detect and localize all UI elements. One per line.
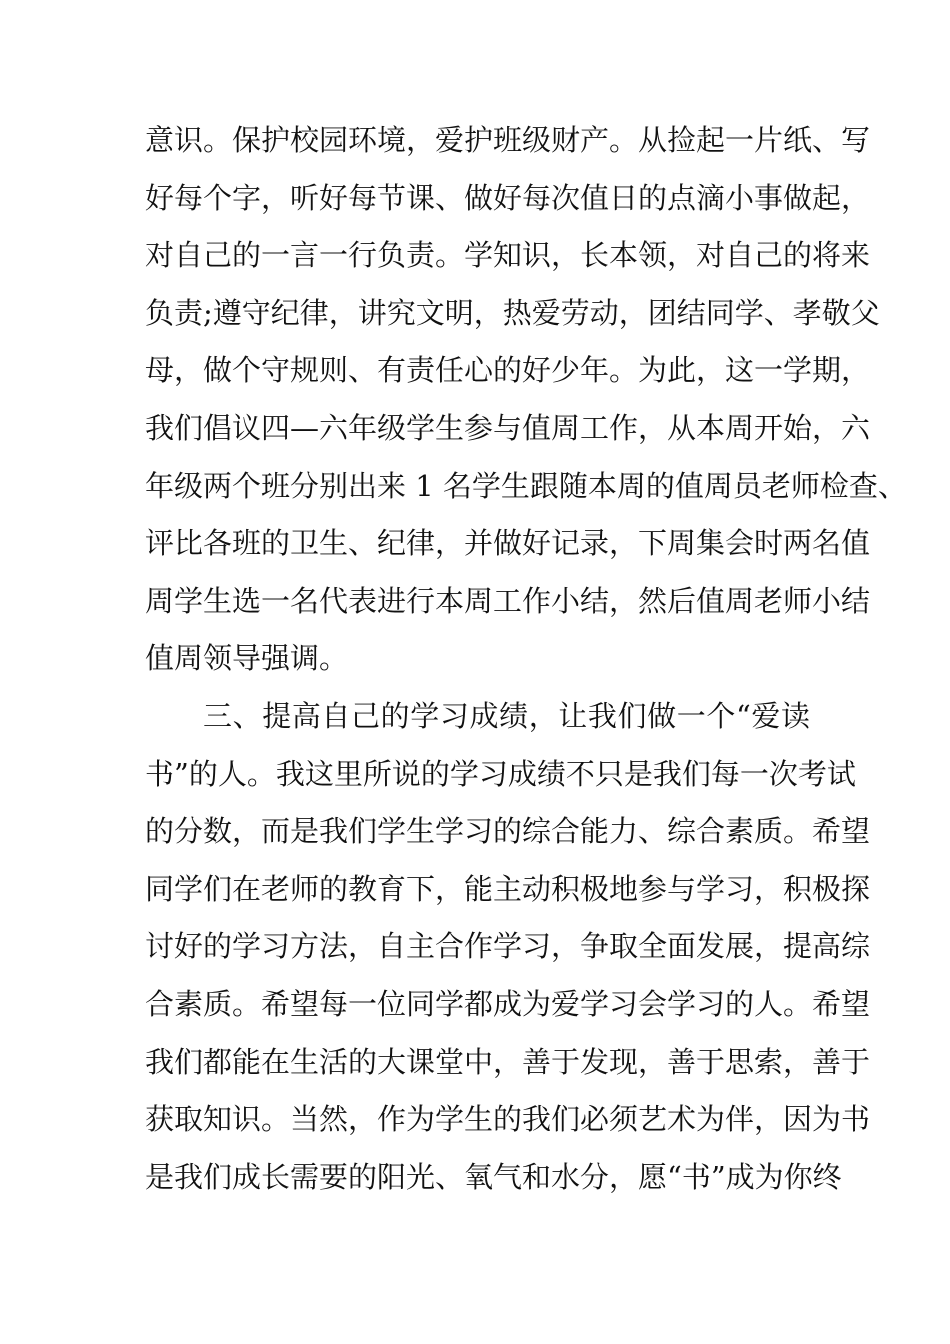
- text-line: 书”的人。我这里所说的学习成绩不只是我们每一次考试: [145, 756, 856, 791]
- text-line: 的分数，而是我们学生学习的综合能力、综合素质。希望: [145, 814, 871, 849]
- text-line: 同学们在老师的教育下，能主动积极地参与学习，积极探: [145, 871, 871, 906]
- text-line: 负责;遵守纪律，讲究文明，热爱劳动，团结同学、孝敬父: [145, 295, 880, 330]
- text-line: 三、提高自己的学习成绩，让我们做一个“爱读: [203, 698, 810, 733]
- text-line: 年级两个班分别出来 1 名学生跟随本周的值周员老师检查、: [145, 468, 907, 503]
- text-line: 我们都能在生活的大课堂中，善于发现，善于思索，善于: [145, 1044, 871, 1079]
- text-line: 评比各班的卫生、纪律，并做好记录，下周集会时两名值: [145, 526, 871, 561]
- text-line: 对自己的一言一行负责。学知识，长本领，对自己的将来: [145, 238, 871, 273]
- text-line: 母，做个守规则、有责任心的好少年。为此，这一学期，: [145, 353, 871, 388]
- text-line: 合素质。希望每一位同学都成为爱学习会学习的人。希望: [145, 986, 871, 1021]
- text-line: 是我们成长需要的阳光、氧气和水分，愿“书”成为你终: [145, 1159, 842, 1194]
- text-line: 意识。保护校园环境，爱护班级财产。从捡起一片纸、写: [145, 123, 871, 157]
- text-line: 我们倡议四—六年级学生参与值周工作，从本周开始，六: [145, 410, 871, 445]
- body-text: [145, 112, 907, 1206]
- text-line: 周学生选一名代表进行本周工作小结，然后值周老师小结: [145, 583, 871, 618]
- text-line: 获取知识。当然，作为学生的我们必须艺术为伴，因为书: [145, 1102, 871, 1137]
- paragraph-1: [145, 112, 907, 688]
- text-line: 讨好的学习方法，自主合作学习，争取全面发展，提高综: [145, 929, 871, 964]
- text-line: 值周领导强调。: [145, 641, 349, 676]
- text-line: 好每个字，听好每节课、做好每次值日的点滴小事做起，: [145, 180, 871, 215]
- paragraph-2: [145, 688, 871, 1206]
